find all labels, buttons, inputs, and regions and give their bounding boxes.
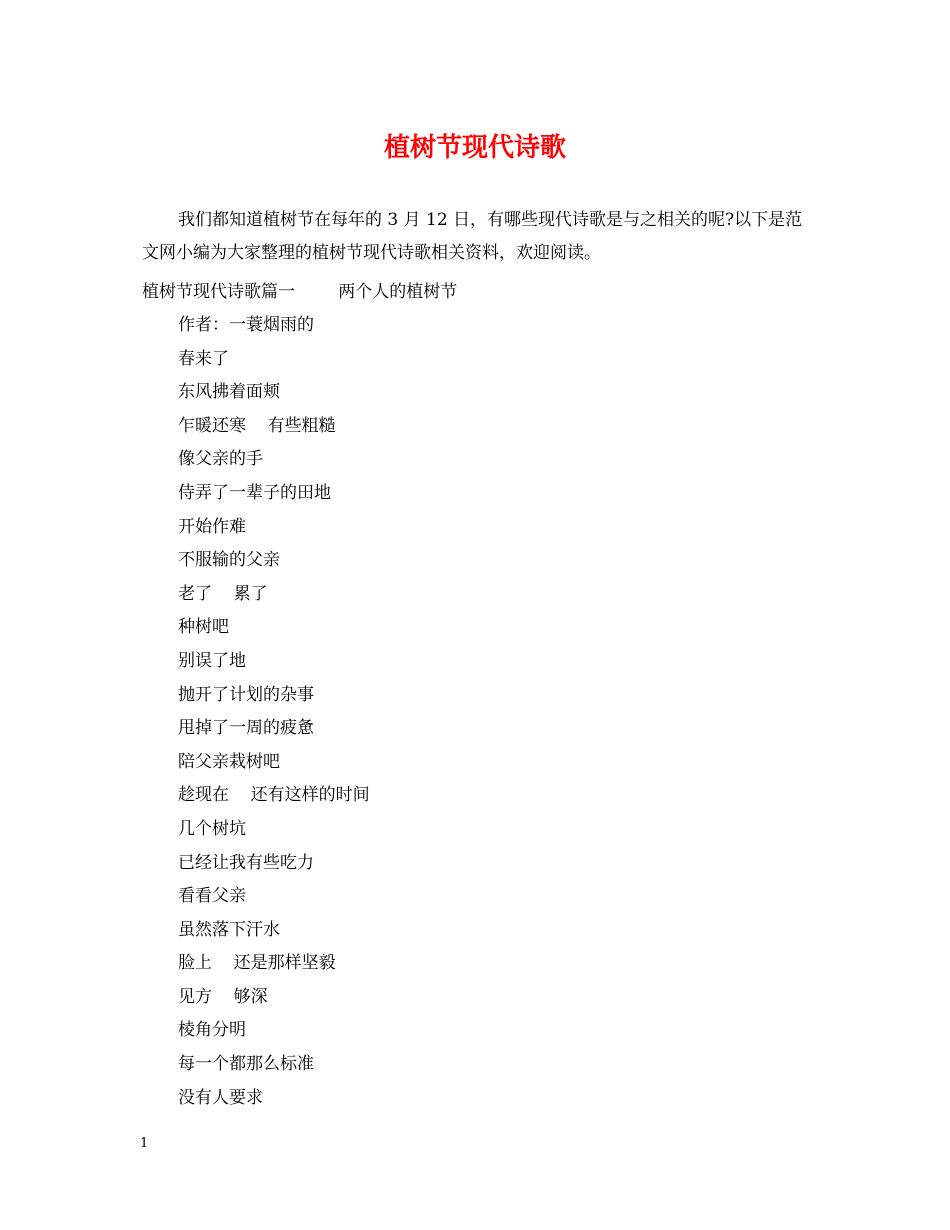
poem-line: 不服输的父亲 [178,550,280,571]
poem-line: 趁现在 还有这样的时间 [178,785,370,806]
poem-line: 已经让我有些吃力 [178,852,314,873]
poem-line: 春来了 [178,348,229,369]
page-title: 植树节现代诗歌 [383,133,566,163]
section-heading: 植树节现代诗歌篇一 两个人的植树节 [142,282,458,302]
poem-line: 没有人要求 [178,1087,263,1108]
poem-line: 侍弄了一辈子的田地 [178,482,331,503]
poem-line: 脸上 还是那样坚毅 [178,953,336,974]
poem-line: 甩掉了一周的疲惫 [178,718,314,739]
poem-line: 见方 够深 [178,986,268,1007]
poem-line: 作者：一蓑烟雨的 [178,315,314,335]
poem-line: 抛开了计划的杂事 [178,684,314,705]
poem-line: 看看父亲 [178,886,246,907]
poem-line: 虽然落下汗水 [178,919,280,940]
poem-line: 东风拂着面颊 [178,382,280,403]
intro-paragraph: 我们都知道植树节在每年的 3 月 12 日，有哪些现代诗歌是与之相关的呢?以下是范文网小编为大家整理的植树节现代诗歌相关资料，欢迎阅读。 [142,210,803,263]
poem-line: 棱角分明 [178,1020,246,1041]
page-number: 1 [140,1136,149,1151]
poem-line: 种树吧 [178,617,229,638]
poem-line: 乍暖还寒 有些粗糙 [178,415,336,436]
poem-line: 陪父亲栽树吧 [178,751,280,772]
poem-line: 别误了地 [178,650,246,671]
poem-line: 像父亲的手 [178,449,263,470]
poem-body [178,309,370,1115]
poem-line: 开始作难 [178,516,246,537]
poem-line: 老了 累了 [178,583,268,604]
poem-line: 几个树坑 [178,818,246,839]
poem-line: 每一个都那么标准 [178,1054,314,1075]
